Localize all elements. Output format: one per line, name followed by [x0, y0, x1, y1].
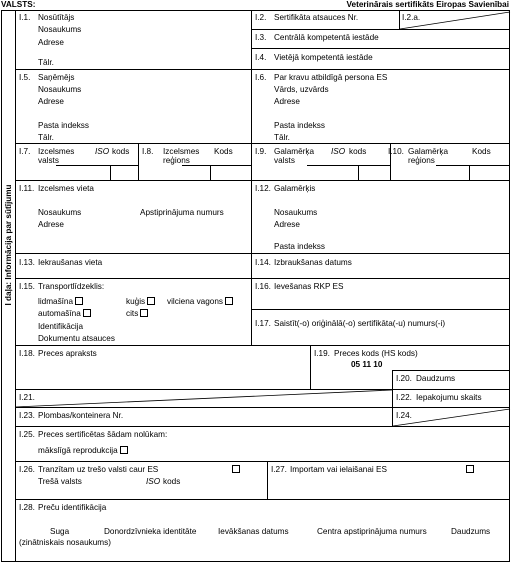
i6-postcode-label: Pasta indekss [274, 121, 325, 130]
i8-title-1: Izcelsmes [163, 147, 200, 156]
road-checkbox[interactable] [83, 309, 91, 317]
i15-title: Transportlīdzeklis: [38, 282, 105, 291]
i2a-number: I.2.a. [402, 13, 421, 22]
i11-name-label: Nosaukums [38, 208, 82, 217]
reproduction-checkbox[interactable] [120, 446, 128, 454]
i22-number: I.22. [396, 393, 412, 402]
i15-rail: vilciena vagons [167, 297, 233, 307]
i25-option: mākslīgā reprodukcija [38, 446, 128, 456]
i10-title-2: reģions [408, 156, 435, 165]
i26-number: I.26. [19, 465, 35, 474]
i28-title: Preču identifikācija [38, 503, 107, 512]
i15-ship: kuģis [126, 297, 155, 307]
i7-number: I.7. [19, 147, 31, 156]
i17-title: Saistīt(-o) oriģinālā(-o) sertifikāta(-u) numurs(-i) [274, 319, 446, 328]
i22-title: Iepakojumu skaits [416, 393, 482, 402]
i28-quantity: Daudzums [451, 527, 491, 536]
i3-title: Centrālā kompetentā iestāde [274, 33, 379, 42]
i19-title: Preces kods (HS kods) [334, 349, 418, 358]
i18-title: Preces apraksts [38, 349, 97, 358]
i7-title-2: valsts [38, 156, 59, 165]
i7-title-1: Izcelsmes [38, 147, 75, 156]
i11-approval-label: Apstiprinājuma numurs [140, 208, 224, 217]
i28-donor: Donordzīvnieka identitāte [104, 527, 197, 536]
i28-collection-date: Ievākšanas datums [218, 527, 289, 536]
aircraft-checkbox[interactable] [75, 297, 83, 305]
i7-code: kods [112, 147, 130, 156]
i6-name-label: Vārds, uzvārds [274, 85, 329, 94]
i28-number: I.28. [19, 503, 35, 512]
i5-title: Saņēmējs [38, 73, 75, 82]
i15-other: cits [126, 309, 148, 319]
i1-number: I.1. [19, 13, 31, 22]
i5-postcode-label: Pasta indekss [38, 121, 89, 130]
i2-number: I.2. [255, 13, 267, 22]
rail-checkbox[interactable] [225, 297, 233, 305]
i14-number: I.14. [255, 258, 271, 267]
i20-number: I.20. [396, 374, 412, 383]
i28-centre: Centra apstiprinājuma numurs [317, 527, 427, 536]
i23-number: I.23. [19, 411, 35, 420]
i10-title-1: Galamērķa [408, 147, 449, 156]
i9-title-1: Galamērķa [274, 147, 315, 156]
i23-title: Plombas/konteinera Nr. [38, 411, 124, 420]
i4-number: I.4. [255, 53, 267, 62]
i2-title: Sertifikāta atsauces Nr. [274, 13, 359, 22]
i6-tel-label: Tālr. [274, 133, 290, 142]
i18-number: I.18. [19, 349, 35, 358]
i26-title: Tranzītam uz trešo valsti caur ES [38, 465, 159, 474]
i26-iso: ISO [146, 477, 161, 486]
i6-number: I.6. [255, 73, 267, 82]
i16-number: I.16. [255, 282, 271, 291]
i26-code: kods [163, 477, 181, 486]
i9-title-2: valsts [274, 156, 295, 165]
i16-title: Ievešanas RKP ES [274, 282, 344, 291]
i21-number: I.21. [19, 393, 35, 402]
i20-title: Daudzums [416, 374, 456, 383]
i7-iso: ISO [95, 147, 110, 156]
hs-code-value: 05 11 10 [351, 360, 383, 369]
i5-address-label: Adrese [38, 97, 64, 106]
i11-address-label: Adrese [38, 220, 64, 229]
i9-code: kods [349, 147, 367, 156]
i1-title: Nosūtītājs [38, 13, 75, 22]
other-checkbox[interactable] [140, 309, 148, 317]
i12-postcode-label: Pasta indekss [274, 242, 325, 251]
i25-title: Preces sertificētas šādam nolūkam: [38, 430, 168, 439]
i5-number: I.5. [19, 73, 31, 82]
i15-aircraft: lidmašīna [38, 297, 83, 307]
i8-number: I.8. [142, 147, 154, 156]
i14-title: Izbraukšanas datums [274, 258, 352, 267]
i11-title: Izcelsmes vieta [38, 184, 94, 193]
i5-name-label: Nosaukums [38, 85, 82, 94]
i5-tel-label: Tālr. [38, 133, 54, 142]
i6-title: Par kravu atbildīgā persona ES [274, 73, 388, 82]
certificate-title: Veterinārais sertifikāts Eiropas Savienībai [346, 0, 509, 9]
ship-checkbox[interactable] [147, 297, 155, 305]
i9-iso: ISO [331, 147, 346, 156]
i17-number: I.17. [255, 319, 271, 328]
i12-name-label: Nosaukums [274, 208, 318, 217]
i19-number: I.19. [314, 349, 330, 358]
i9-number: I.9. [255, 147, 267, 156]
i25-number: I.25. [19, 430, 35, 439]
i12-number: I.12. [255, 184, 271, 193]
i8-title-2: reģions [163, 156, 190, 165]
i3-number: I.3. [255, 33, 267, 42]
i13-title: Iekraušanas vieta [38, 258, 103, 267]
i12-title: Galamērķis [274, 184, 316, 193]
i10-number: I.10. [388, 147, 404, 156]
i15-identification: Identifikācija [38, 322, 84, 331]
i12-address-label: Adrese [274, 220, 300, 229]
i4-title: Vietējā kompetentā iestāde [274, 53, 373, 62]
i28-species: Suga [50, 527, 70, 536]
i15-number: I.15. [19, 282, 35, 291]
i15-documents: Dokumentu atsauces [38, 334, 115, 343]
i13-number: I.13. [19, 258, 35, 267]
i6-address-label: Adrese [274, 97, 300, 106]
i28-scientific: (zinātniskais nosaukums) [19, 538, 111, 547]
i1-address-label: Adrese [38, 38, 64, 47]
i15-road: automašīna [38, 309, 91, 319]
i27-title: Importam vai ielaišanai ES [290, 465, 387, 474]
i27-number: I.27. [271, 465, 287, 474]
i11-number: I.11. [19, 184, 35, 193]
i1-name-label: Nosaukums [38, 25, 82, 34]
i24-number: I.24. [396, 411, 412, 420]
country-label: VALSTS: [1, 0, 36, 9]
import-checkbox[interactable] [466, 465, 474, 473]
transit-checkbox[interactable] [232, 465, 240, 473]
i10-code: Kods [472, 147, 491, 156]
i1-tel-label: Tālr. [38, 58, 54, 67]
i8-code: Kods [214, 147, 233, 156]
i26-country-label: Trešā valsts [38, 477, 82, 486]
